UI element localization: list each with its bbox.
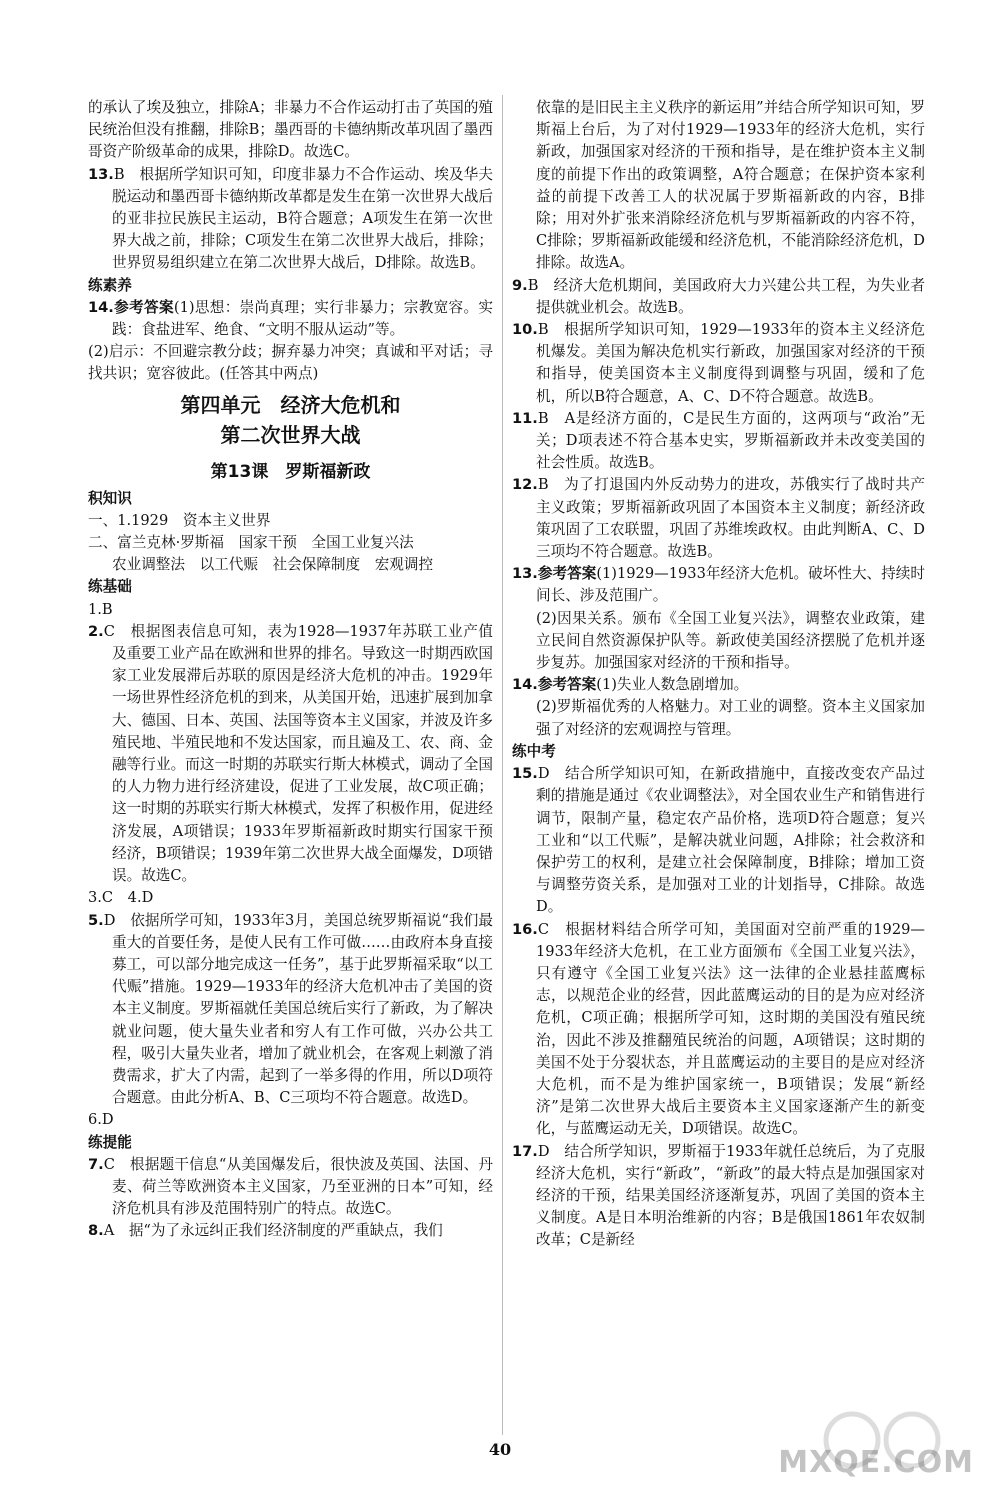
answer-5: 5.D 依据所学可知，1933年3月，美国总统罗斯福说“我们最重大的首要任务，是使人民有工作可做……由政府本身直接募工，可以部分地完成这一任务”，基于此罗斯福采取“以工代赈”措施。1929—1933年的经济大危机冲击了美国的资本主义制度。罗斯福就任美国总统后实行了新政，为了解决就业问题，使大量失业者和穷人有工作可做，兴办公共工程，吸引大量失业者，增加了就业机会，在客观上刺激了消费需求，扩大了内需，起到了一举多得的作用，所以D项符合题意。由此分析A、B、C三项均不符合题意。故选D。 (88, 911, 493, 1107)
answer-7: 7.C 根据题干信息“从美国爆发后，很快波及英国、法国、丹麦、荷兰等欧洲资本主义国家，乃至亚洲的日本”可知，经济危机具有涉及范围特别广的特点。故选C。 (88, 1155, 493, 1218)
answer-3-4: 3.C 4.D (88, 889, 154, 907)
answer-14-part2: (2)启示：不回避宗教分歧；摒弃暴力冲突；真诚和平对话；寻找共识；宽容彼此。(任答其中两点) (88, 343, 493, 383)
knowledge-line-3: 农业调整法 以工代赈 社会保障制度 宏观调控 (112, 556, 434, 574)
unit-title-line2: 第二次世界大战 (220, 422, 361, 447)
unit-title-line1: 第四单元 经济大危机和 (180, 392, 401, 417)
section-heading-zhishi: 积知识 (88, 489, 132, 507)
page-number: 40 (488, 1440, 512, 1459)
right-column (512, 97, 925, 1252)
answer-17: 17.D 结合所学知识，罗斯福于1933年就任总统后，为了克服经济大危机，实行“新政”，“新政”的最大特点是加强国家对经济的干预，结果美国经济逐渐复苏，巩固了美国的资本主义制度。A是日本明治维新的内容；B是俄国1861年农奴制改革；C是新经 (512, 1142, 925, 1249)
answer-8: 8.A 据“为了永远纠正我们经济制度的严重缺点，我们 (88, 1222, 443, 1240)
watermark-text: MXQE.COM (778, 1445, 974, 1480)
answer-12: 12.B 为了打退国内外反动势力的进攻，苏俄实行了战时共产主义政策；罗斯福新政巩固了本国资本主义制度；新经济政策巩固了工农联盟，巩固了苏维埃政权。由此判断A、C、D三项均不符合题意。故选B。 (512, 476, 925, 561)
answer-10: 10.B 根据所学知识可知，1929—1933年的资本主义经济危机爆发。美国为解决危机实行新政，加强国家对经济的干预和指导，使美国资本主义制度得到调整与巩固，缓和了危机，所以B符合题意，A、C、D不符合题意。故选B。 (512, 321, 925, 405)
section-heading-jichu: 练基础 (88, 578, 132, 596)
section-heading-suyang: 练素养 (88, 276, 132, 294)
answer-14-part2: (2)罗斯福优秀的人格魅力。对工业的调整。资本主义国家加强了对经济的宏观调控与管理。 (536, 698, 925, 738)
answer-14: 14.参考答案(1)失业人数急剧增加。 (512, 676, 749, 694)
answer-2: 2.C 根据图表信息可知，表为1928—1937年苏联工业产值及重要工业产品在欧洲和世界的排名。导致这一时期西欧国家工业发展滞后苏联的原因是经济大危机的冲击。1929年一场世界性经济危机的到来，从美国开始，迅速扩展到加拿大、德国、日本、英国、法国等资本主义国家，并波及许多殖民地、半殖民地和不发达国家，而且遍及工、农、商、金融等行业。而这一时期的苏联实行斯大林模式，调动了全国的人力物力进行经济建设，促进了工业发展，故C项正确；这一时期的苏联实行斯大林模式，发挥了积极作用，促进经济发展，A项错误；1933年罗斯福新政时期实行国家干预经济，B项错误；1939年第二次世界大战全面爆发，D项错误。故选C。 (88, 622, 493, 885)
knowledge-line-1: 一、1.1929 资本主义世界 (88, 511, 271, 529)
answer-13: 13.B 根据所学知识可知，印度非暴力不合作运动、埃及华夫脱运动和墨西哥卡德纳斯改革都是发生在第一次世界大战后的亚非拉民族民主运动，B符合题意；A项发生在第一次世界大战之前，排除；C项发生在第二次世界大战后，排除；世界贸易组织建立在第二次世界大战后，D排除。故选B。 (88, 165, 493, 272)
answer-9: 9.B 经济大危机期间，美国政府大力兴建公共工程，为失业者提供就业机会。故选B。 (512, 276, 925, 316)
knowledge-line-2: 二、富兰克林·罗斯福 国家干预 全国工业复兴法 (88, 534, 414, 552)
lesson-title: 第13课 罗斯福新政 (210, 461, 371, 482)
answer-15: 15.D 结合所学知识可知，在新政措施中，直接改变农产品过剩的措施是通过《农业调整法》，对全国农业生产和销售进行调节，限制产量，稳定农产品价格，选项D符合题意；复兴工业和“以工代赈”，是解决就业问题，A排除；社会救济和保护劳工的权利，是建立社会保障制度，B排除；增加工资与调整劳资关系，是加强对工业的计划指导，C排除。故选D。 (512, 765, 925, 916)
continued-answer-8: 依靠的是旧民主主义秩序的新运用”并结合所学知识可知，罗斯福上台后，为了对付1929—1933年的经济大危机，实行新政，加强国家对经济的干预和指导，是在维护资本主义制度的前提下作出的政策调整，A符合题意；在保护资本家利益的前提下改善工人的状况属于罗斯福新政的内容，B排除；用对外扩张来消除经济危机与罗斯福新政的内容不符，C排除；罗斯福新政能缓和经济危机，不能消除经济危机，D排除。故选A。 (536, 99, 925, 272)
answer-13-part2: (2)因果关系。颁布《全国工业复兴法》，调整农业政策，建立民间自然资源保护队等。新政使美国经济摆脱了危机并逐步复苏。加强国家对经济的干预和指导。 (536, 609, 925, 672)
column-divider (502, 95, 503, 1435)
section-heading-zhongkao: 练中考 (512, 742, 556, 760)
answer-1: 1.B (88, 600, 113, 618)
answer-16: 16.C 根据材料结合所学可知，美国面对空前严重的1929—1933年经济大危机，在工业方面颁布《全国工业复兴法》，只有遵守《全国工业复兴法》这一法律的企业悬挂蓝鹰标志，以规范企业的经营，因此蓝鹰运动的目的是为应对经济危机，C项正确；根据所学可知，这时期的美国没有殖民统治，因此不涉及推翻殖民统治的问题，A项错误；这时期的美国不处于分裂状态，并且蓝鹰运动的主要目的是应对经济大危机，而不是为维护国家统一，B项错误；发展“新经济”是第二次世界大战后主要资本主义国家逐渐产生的新变化，与蓝鹰运动无关，D项错误。故选C。 (512, 920, 925, 1138)
section-heading-tineng: 练提能 (88, 1133, 132, 1151)
answer-13: 13.参考答案(1)1929—1933年经济大危机。破坏性大、持续时间长、涉及范围广。 (512, 565, 925, 605)
answer-11: 11.B A是经济方面的，C是民生方面的，这两项与“政治”无关；D项表述不符合基本史实，罗斯福新政并未改变美国的社会性质。故选B。 (512, 409, 925, 472)
answer-14: 14.参考答案(1)思想：崇尚真理；实行非暴力；宗教宽容。实践：食盐进军、绝食、“文明不服从运动”等。 (88, 298, 493, 339)
left-column (88, 97, 493, 1243)
continued-answer: 的承认了埃及独立，排除A；非暴力不合作运动打击了英国的殖民统治但没有推翻，排除B；墨西哥的卡德纳斯改革巩固了墨西哥资产阶级革命的成果，排除D。故选C。 (88, 99, 493, 161)
answer-6: 6.D (88, 1111, 114, 1129)
